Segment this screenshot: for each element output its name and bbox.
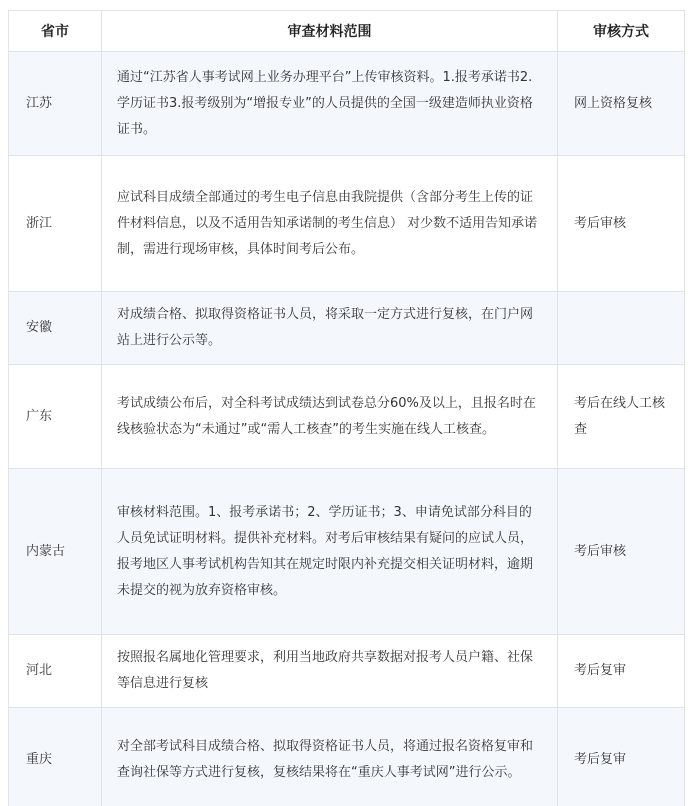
table-row — [9, 635, 685, 708]
province-cell: 安徽 — [9, 292, 102, 365]
method-cell: 考后审核 — [558, 469, 685, 635]
province-cell: 广东 — [9, 365, 102, 469]
table-row — [9, 708, 685, 806]
header-method: 审核方式 — [558, 11, 685, 52]
method-cell: 考后复审 — [558, 708, 685, 806]
table-row — [9, 52, 685, 156]
method-cell: 考后审核 — [558, 156, 685, 292]
header-province: 省市 — [9, 11, 102, 52]
header-materials: 审查材料范围 — [102, 11, 558, 52]
materials-cell: 对全部考试科目成绩合格、拟取得资格证书人员，将通过报名资格复审和查询社保等方式进行复核，复核结果将在“重庆人事考试网”进行公示。 — [102, 708, 558, 806]
materials-cell: 应试科目成绩全部通过的考生电子信息由我院提供（含部分考生上传的证件材料信息，以及不适用告知承诺制的考生信息） 对少数不适用告知承诺制，需进行现场审核，具体时间考后公布。 — [102, 156, 558, 292]
method-cell: 考后复审 — [558, 635, 685, 708]
province-cell: 重庆 — [9, 708, 102, 806]
table-row — [9, 365, 685, 469]
table-header-row — [9, 11, 685, 52]
table-row — [9, 469, 685, 635]
materials-cell: 考试成绩公布后，对全科考试成绩达到试卷总分60%及以上，且报名时在线核验状态为“未通过”或“需人工核查”的考生实施在线人工核查。 — [102, 365, 558, 469]
method-cell: 考后在线人工核查 — [558, 365, 685, 469]
province-cell: 内蒙古 — [9, 469, 102, 635]
materials-cell: 审核材料范围。1、报考承诺书；2、学历证书；3、申请免试部分科目的人员免试证明材料。提供补充材料。对考后审核结果有疑问的应试人员，报考地区人事考试机构告知其在规定时限内补充提交相关证明材料，逾期未提交的视为放弃资格审核。 — [102, 469, 558, 635]
materials-cell: 对成绩合格、拟取得资格证书人员，将采取一定方式进行复核，在门户网站上进行公示等。 — [102, 292, 558, 365]
province-cell: 江苏 — [9, 52, 102, 156]
qualification-review-table — [8, 10, 685, 806]
method-cell — [558, 292, 685, 365]
method-cell: 网上资格复核 — [558, 52, 685, 156]
materials-cell: 按照报名属地化管理要求，利用当地政府共享数据对报考人员户籍、社保等信息进行复核 — [102, 635, 558, 708]
materials-cell: 通过“江苏省人事考试网上业务办理平台”上传审核资料。1.报考承诺书2.学历证书3.报考级别为“增报专业”的人员提供的全国一级建造师执业资格证书。 — [102, 52, 558, 156]
table-row — [9, 156, 685, 292]
province-cell: 浙江 — [9, 156, 102, 292]
province-cell: 河北 — [9, 635, 102, 708]
table-row — [9, 292, 685, 365]
